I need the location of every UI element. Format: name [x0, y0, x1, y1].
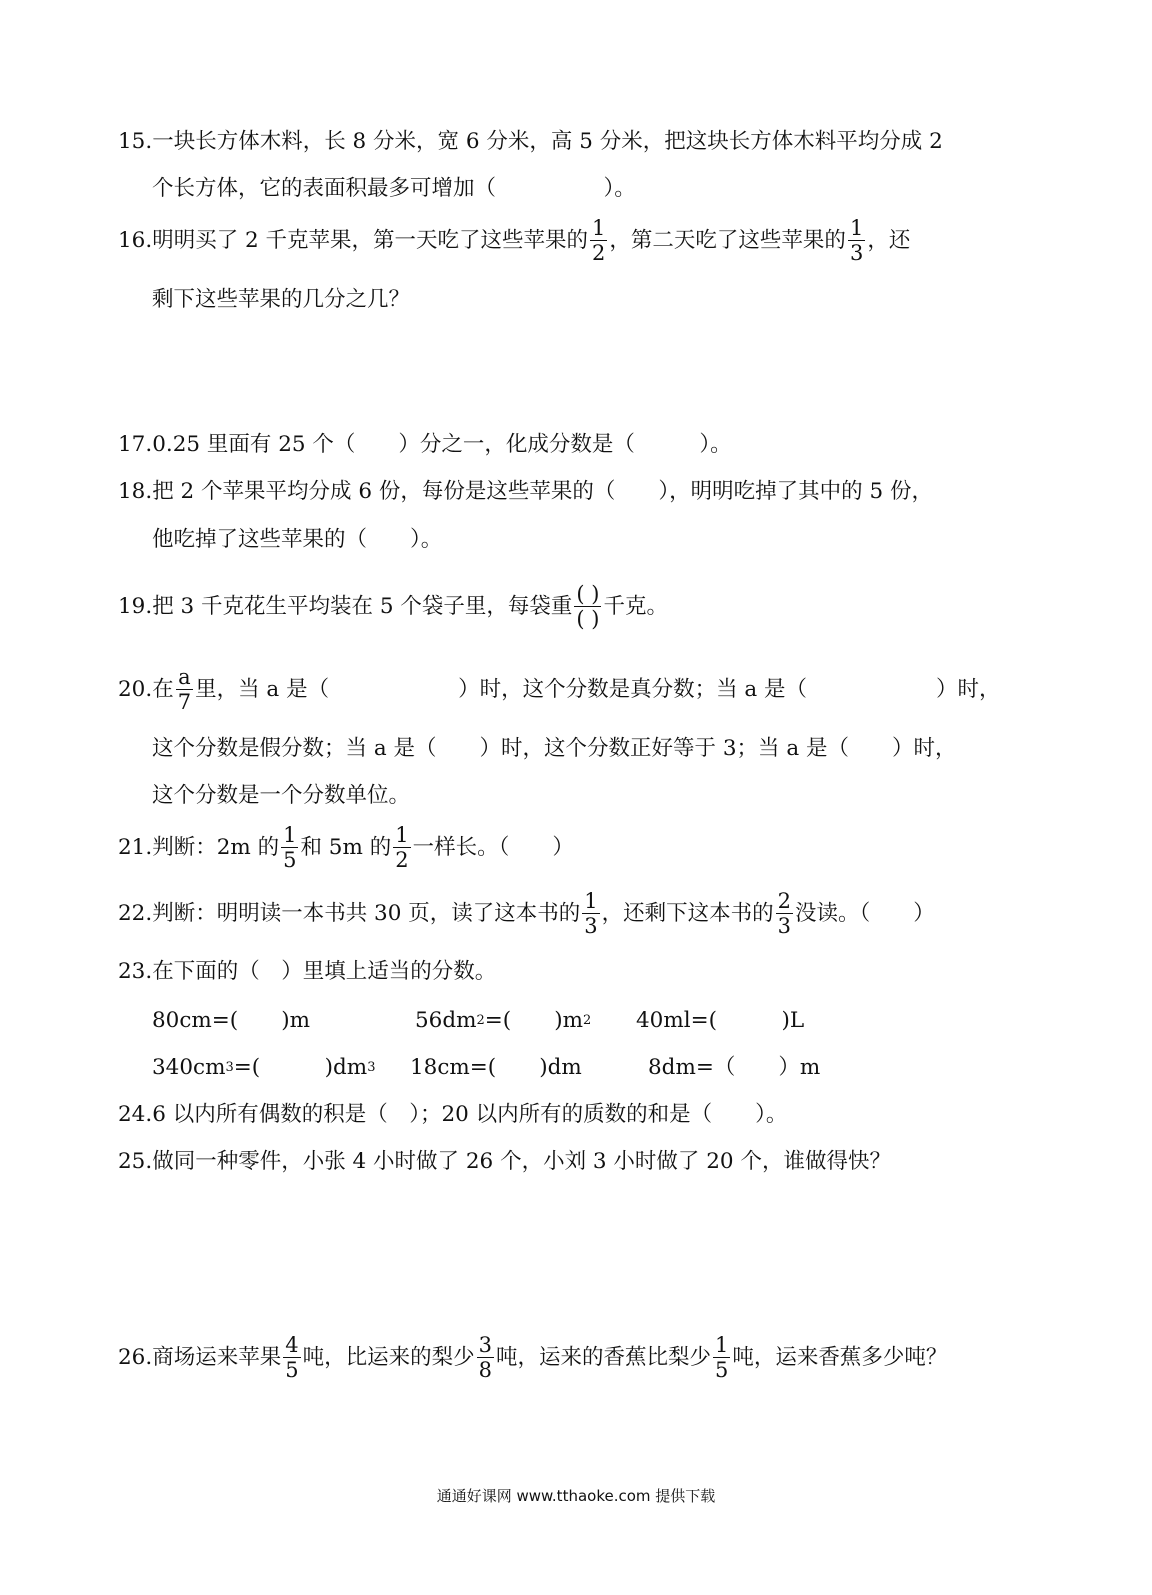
q26-text-b: 吨，比运来的梨少	[302, 1344, 475, 1370]
q16-frac1-num: 1	[592, 216, 606, 240]
q17-line: 17.0.25 里面有 25 个（ ）分之一，化成分数是（ ）。	[118, 432, 732, 457]
q18-line2: 他吃掉了这些苹果的（ ）。	[152, 527, 443, 552]
q23-r2c2: 18cm=( )dm	[410, 1055, 582, 1080]
q23-r1c3: 40ml=( )L	[636, 1008, 805, 1033]
q20-frac-num: a	[178, 665, 191, 689]
footer-credit: 通通好课网 www.tthaoke.com 提供下载	[436, 1487, 716, 1505]
q22-frac2-den: 3	[777, 914, 791, 939]
q16-frac2-num: 1	[849, 216, 864, 240]
q26-frac1-num: 4	[285, 1333, 299, 1357]
q16-text-b: ，第二天吃了这些苹果的	[609, 227, 846, 253]
q21-text-b: 和 5m 的	[300, 834, 392, 860]
q22-text-b: ，还剩下这本书的	[601, 900, 774, 926]
q26-text-c: 吨，运来的香蕉比梨少	[495, 1344, 711, 1370]
q23-r2c3: 8dm=（ ）m	[648, 1055, 821, 1080]
q19-text-a: 19.把 3 千克花生平均装在 5 个袋子里，每袋重	[118, 593, 573, 619]
q21-fraction-2	[393, 824, 410, 871]
q18-line1: 18.把 2 个苹果平均分成 6 份，每份是这些苹果的（ ），明明吃掉了其中的 5 份，	[118, 479, 933, 504]
q26-frac2-num: 3	[478, 1333, 492, 1357]
q19-line	[118, 583, 668, 630]
q25-line: 25.做同一种零件，小张 4 小时做了 26 个，小刘 3 小时做了 20 个，谁做得快？	[118, 1149, 891, 1174]
q16-line1	[118, 217, 910, 264]
q26-fraction-1	[283, 1334, 300, 1381]
q22-fraction-2	[776, 890, 793, 937]
q22-frac1-num: 1	[584, 889, 598, 913]
q22-line	[118, 890, 935, 937]
q19-fraction	[574, 583, 601, 630]
q16-frac2-den: 3	[849, 241, 864, 266]
q23-r1c2: 56dm 2 =( )m 2	[415, 1008, 592, 1033]
q26-fraction-3	[713, 1334, 730, 1381]
q16-text-a: 16.明明买了 2 千克苹果，第一天吃了这些苹果的	[118, 227, 589, 253]
q21-frac1-num: 1	[283, 823, 297, 847]
q23-title: 23.在下面的（ ）里填上适当的分数。	[118, 959, 497, 984]
q26-text-d: 吨，运来香蕉多少吨？	[732, 1344, 948, 1370]
q23-r2c1-a: 340cm	[152, 1055, 226, 1080]
q26-line	[118, 1334, 947, 1381]
q26-fraction-2	[477, 1334, 494, 1381]
q16-fraction-1	[590, 217, 607, 264]
q26-text-a: 26.商场运来苹果	[118, 1344, 282, 1370]
q23-r2c1: 340cm 3 =( )dm 3	[152, 1055, 376, 1080]
q19-frac-den: ( )	[576, 607, 600, 632]
q21-line	[118, 824, 574, 871]
q16-fraction-2	[848, 217, 865, 264]
q16-line2: 剩下这些苹果的几分之几？	[152, 287, 411, 312]
q20-text-a: 20.在	[118, 676, 174, 702]
q26-frac3-den: 5	[714, 1358, 729, 1383]
q26-frac3-num: 1	[714, 1333, 729, 1357]
q23-r2c1-b: =( )dm	[233, 1055, 368, 1080]
q20-fraction	[176, 666, 193, 713]
q15-line2: 个长方体，它的表面积最多可增加（ ）。	[152, 176, 636, 201]
q23-r1c1: 80cm=( )m	[152, 1008, 310, 1033]
q26-frac2-den: 8	[478, 1358, 492, 1383]
q21-frac1-den: 5	[283, 848, 297, 873]
q23-r1c2-b: =( )m	[484, 1008, 583, 1033]
q26-frac1-den: 5	[285, 1358, 299, 1383]
q22-frac2-num: 2	[777, 889, 791, 913]
q21-frac2-num: 1	[395, 823, 409, 847]
q16-frac1-den: 2	[592, 241, 606, 266]
q22-fraction-1	[582, 890, 599, 937]
q21-text-c: 一样长。（ ）	[412, 834, 574, 860]
q15-line1: 15.一块长方体木料，长 8 分米，宽 6 分米，高 5 分米，把这块长方体木料平均分成 2	[118, 129, 943, 154]
q24-line: 24.6 以内所有偶数的积是（ ）；20 以内所有的质数的和是（ ）。	[118, 1102, 788, 1127]
q21-frac2-den: 2	[395, 848, 409, 873]
q16-text-c: ，还	[867, 227, 911, 253]
q20-line1	[118, 666, 1001, 713]
q22-text-c: 没读。（ ）	[795, 900, 935, 926]
q21-text-a: 21.判断：2m 的	[118, 834, 280, 860]
q20-frac-den: 7	[177, 690, 192, 715]
q22-text-a: 22.判断：明明读一本书共 30 页，读了这本书的	[118, 900, 581, 926]
q21-fraction-1	[281, 824, 298, 871]
q20-text-b: 里，当 a 是（ ）时，这个分数是真分数；当 a 是（ ）时，	[195, 676, 1001, 702]
q19-text-b: 千克。	[603, 593, 668, 619]
q20-line3: 这个分数是一个分数单位。	[152, 783, 411, 808]
q22-frac1-den: 3	[584, 914, 598, 939]
q20-line2: 这个分数是假分数；当 a 是（ ）时，这个分数正好等于 3；当 a 是（ ）时，	[152, 736, 957, 761]
q23-r1c2-a: 56dm	[415, 1008, 477, 1033]
q19-frac-num: ( )	[576, 582, 600, 606]
